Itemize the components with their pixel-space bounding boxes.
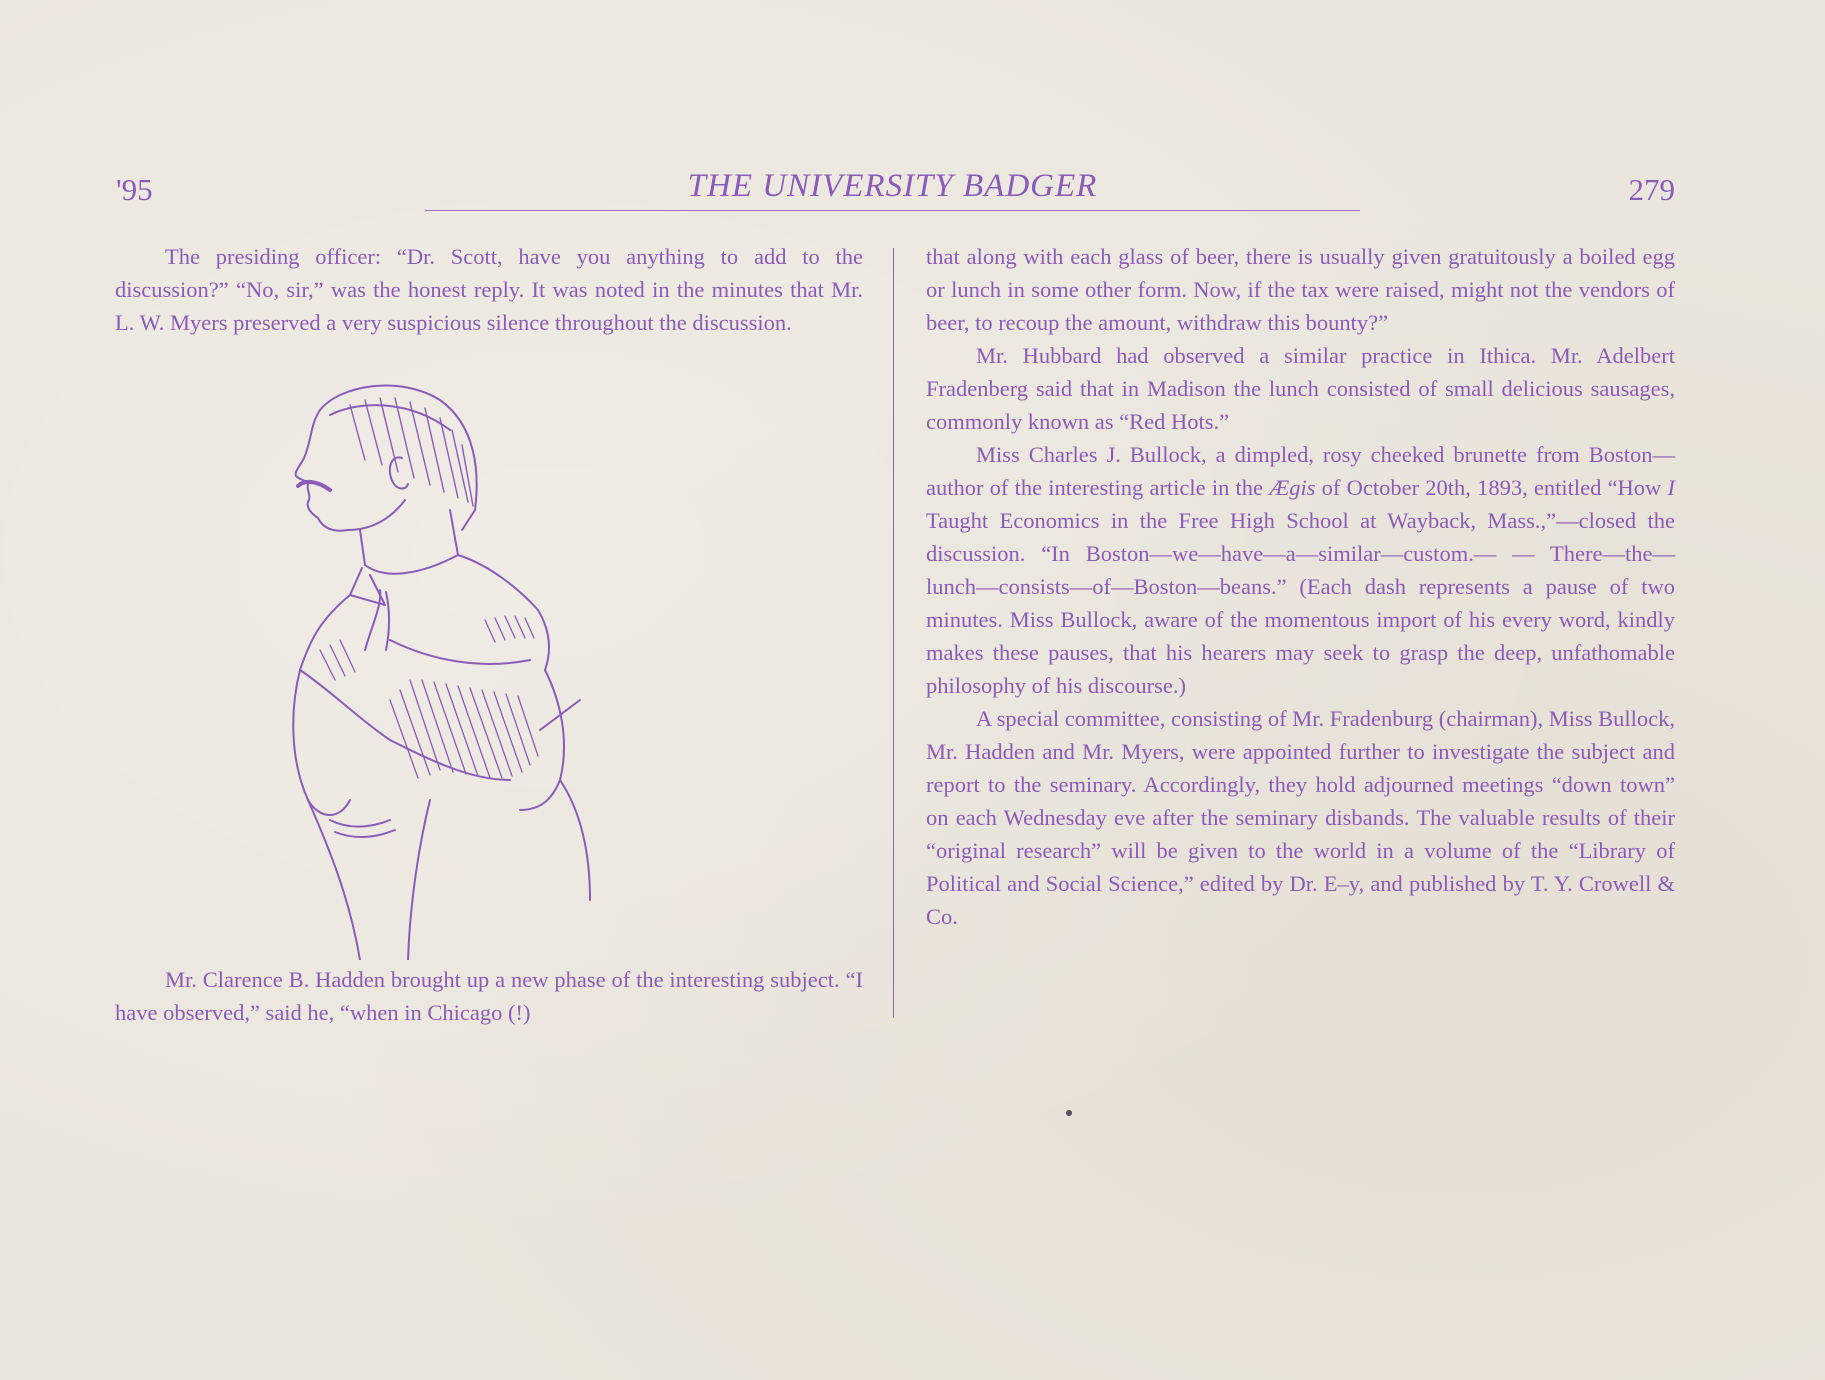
paragraph: Mr. Hubbard had observed a similar practice in Ithica. Mr. Adelbert Fradenberg said that in Madison the lunch consisted of small delicious sausages, commonly known as “Red Hots.”: [926, 343, 1675, 434]
right-column: [926, 240, 1675, 933]
page-number: 279: [1628, 172, 1675, 207]
paragraph: [926, 438, 1675, 702]
paragraph: that along with each glass of beer, there is usually given gratuitously a boiled egg or lunch in some other form. Now, if the tax were raised, might not the vendors of beer, to recoup the amount, withdraw this bounty?”: [926, 244, 1675, 335]
paragraph: A special committee, consisting of Mr. Fradenburg (chairman), Miss Bullock, Mr. Hadden and Mr. Myers, were appointed further to investigate the subject and report to the seminary. Accordingly, they hold adjourned meetings “down town” on each Wednesday eve after the seminary disbands. The valuable results of their “original research” will be given to the world in a volume of the “Library of Political and Social Science,” edited by Dr. E–y, and published by T. Y. Crowell & Co.: [926, 706, 1675, 929]
paragraph: The presiding officer: “Dr. Scott, have you anything to add to the discussion?” “No, sir,” was the honest reply. It was noted in the minutes that Mr. L. W. Myers preserved a very suspicious silence throughout the discussion.: [115, 244, 863, 335]
text-run: Miss Charles J. Bullock, a dimpled, rosy cheeked brunette from Boston—author of the interesting article in the: [926, 442, 1675, 500]
text-run: of October 20th, 1893, entitled “How: [1315, 475, 1668, 500]
journal-title: Ægis: [1269, 475, 1316, 500]
page-title: THE UNIVERSITY BADGER: [687, 168, 1098, 204]
left-column-top: [115, 240, 863, 339]
left-column-bottom: [115, 963, 863, 1029]
header-year: '95: [116, 172, 153, 207]
column-divider: [893, 248, 894, 1018]
portrait-sketch-icon: [290, 380, 710, 960]
paragraph: Mr. Clarence B. Hadden brought up a new phase of the interesting subject. “I have observed,” said he, “when in Chicago (!): [115, 967, 863, 1025]
ink-dot: [1066, 1110, 1072, 1116]
emphasis: I: [1667, 475, 1675, 500]
header-rule: [425, 210, 1360, 211]
text-run: Taught Economics in the Free High School at Wayback, Mass.,”—closed the discussion. “In Boston—we—have—a—similar—custom.— — There—the—lunch—consists—of—Boston—beans.” (Each dash represents a pause of two minutes. Miss Bullock, aware of the momentous import of his every word, kindly makes these pauses, that his hearers may seek to grasp the deep, unfathomable philosophy of his discourse.): [926, 508, 1675, 698]
